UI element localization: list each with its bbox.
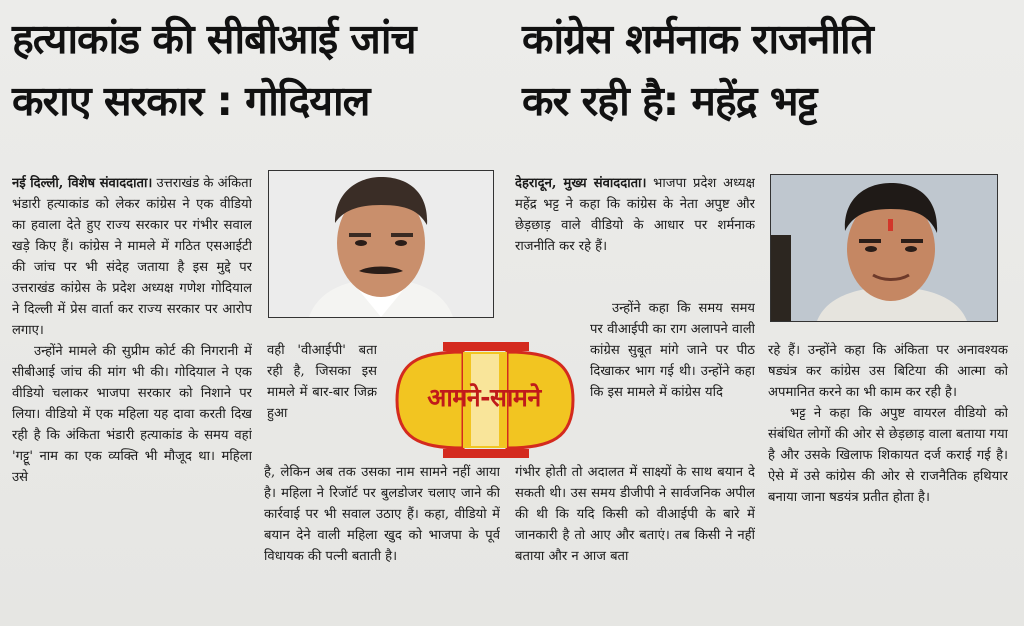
dateline-right: देहरादून, मुख्य संवाददाता। xyxy=(515,176,647,191)
aamne-saamne-badge xyxy=(385,340,585,460)
article-left-column-2-bottom xyxy=(264,462,500,612)
godiyal-photo xyxy=(268,170,494,318)
article-right-column-2 xyxy=(768,340,1008,612)
bhatt-photo xyxy=(770,174,998,322)
article-right-paragraph-2: उन्होंने कहा कि समय समय पर वीआईपी का राग अलापने वाली कांग्रेस सुबूत मांगे जाने पर पीठ दिखाकर भाग गई थी। उन्होंने कहा कि इस मामले में कांग्रेस यदि xyxy=(590,301,755,400)
headline-right-line1: कांग्रेस शर्मनाक राजनीति xyxy=(522,15,873,63)
article-left-column-2-top xyxy=(267,340,377,462)
article-right-paragraph-5: भट्ट ने कहा कि अपुष्ट वायरल वीडियो को संबंधित लोगों की ओर से छेड़छाड़ वाला बताया गया है और उसके खिलाफ शिकायत दर्ज कराई गई है। ऐसे में उसे कांग्रेस की ओर से राजनैतिक हथियार बनाया जाना षडयंत्र प्रतीत होता है। xyxy=(768,406,1008,505)
dateline-left: नई दिल्ली, विशेष संवाददाता। xyxy=(12,176,153,191)
headline-left xyxy=(12,8,502,132)
article-right-paragraph-1: भाजपा प्रदेश अध्यक्ष महेंद्र भट्ट ने कहा कि कांग्रेस के नेता अपुष्ट और छेड़छाड़ वाले वीडियो के आधार पर शर्मनाक राजनीति कर रहे हैं। xyxy=(515,176,755,254)
article-right-column-1-bottom xyxy=(515,462,755,612)
article-left-column-1 xyxy=(12,173,252,613)
article-left-paragraph-3: वही 'वीआईपी' बता रही है, जिसका इस मामले में बार-बार जिक्र हुआ xyxy=(267,343,377,421)
article-left-paragraph-4: है, लेकिन अब तक उसका नाम सामने नहीं आया है। महिला ने रिजॉर्ट पर बुलडोजर चलाए जाने की कार्रवाई पर भी सवाल उठाए हैं। कहा, वीडियो में बयान देने वाली महिला खुद को भाजपा के पूर्व विधायक की पत्नी बताती है। xyxy=(264,465,500,564)
article-left-paragraph-1: उत्तराखंड के अंकिता भंडारी हत्याकांड को लेकर कांग्रेस ने एक वीडियो का हवाला देते हुए राज्य सरकार पर गंभीर सवाल खड़े किए हैं। कांग्रेस ने मामले में गठित एसआईटी की जांच पर भी संदेह जताया है इस मुद्दे पर उत्तराखंड कांग्रेस के प्रदेश अध्यक्ष गणेश गोदियाल ने दिल्ली में प्रेस वार्ता कर राज्य सरकार पर आरोप लगाए। xyxy=(12,176,252,338)
portrait-illustration xyxy=(771,175,997,321)
portrait-illustration xyxy=(269,171,493,317)
article-left-paragraph-2: उन्होंने मामले की सुप्रीम कोर्ट की निगरानी में सीबीआई जांच की मांग भी की। गोदियाल ने एक वीडियो चलाकर भाजपा सरकार को निशाने पर लिया। वीडियो में एक महिला यह दावा करती दिख रही है कि अंकिता भंडारी हत्याकांड के समय वहां 'गट्टू' नाम का एक व्यक्ति भी मौजूद था। महिला उसे xyxy=(12,344,252,485)
article-right-paragraph-3: गंभीर होती तो अदालत में साक्ष्यों के साथ बयान दे सकती थी। उस समय डीजीपी ने सार्वजनिक अपील की थी कि यदि किसी को वीआईपी के बारे में जानकारी है तो आए और बताएं। तब किसी ने नहीं बताया और न आज बता xyxy=(515,465,755,564)
badge-label: आमने-सामने xyxy=(427,383,541,412)
headline-left-line2: कराए सरकार : गोदियाल xyxy=(12,77,370,125)
article-right-column-1-top xyxy=(515,173,755,288)
headline-right xyxy=(522,8,1017,132)
article-right-column-1-middle xyxy=(590,298,755,462)
headline-right-line2: कर रही है: महेंद्र भट्ट xyxy=(522,77,817,125)
article-right-paragraph-4: रहे हैं। उन्होंने कहा कि अंकिता पर अनावश्यक षड्यंत्र कर कांग्रेस उस बिटिया की आत्मा को अपमानित करने का भी काम कर रही है। xyxy=(768,343,1008,400)
headline-left-line1: हत्याकांड की सीबीआई जांच xyxy=(12,15,416,63)
